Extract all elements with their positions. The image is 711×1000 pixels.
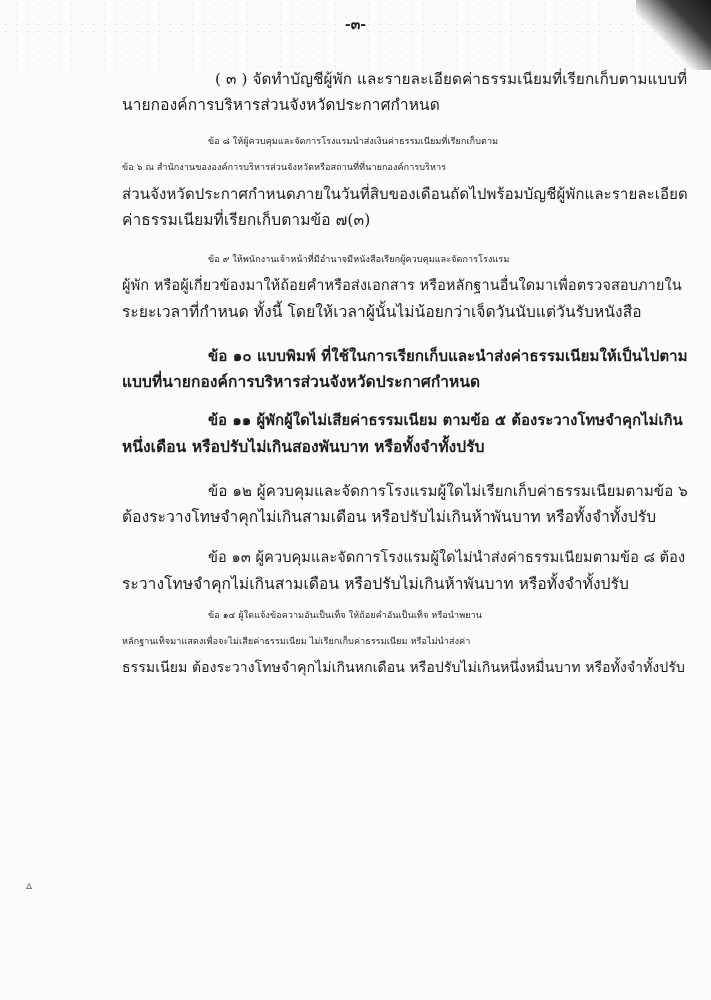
text-line: ข้อ ๘ ให้ผู้ควบคุมและจัดการโรงแรมนำส่งเงินค่าธรรมเนียมที่เรียกเก็บตาม [208,137,499,147]
scan-mark-icon: ▵ [26,878,33,892]
paragraph-clause-13 [0,545,685,597]
text-line: หลักฐานเท็จมาแสดงเพื่อจะไม่เสียค่าธรรมเนียม ไม่เรียกเก็บค่าธรรมเนียม หรือไม่นำส่งค่า [122,637,471,647]
text-line: ส่วนจังหวัดประกาศกำหนดภายในวันที่สิบของเดือนถัดไปพร้อมบัญชีผู้พักและรายละเอียด [122,185,688,203]
paragraph-clause-12 [0,478,688,530]
text-line: ต้องระวางโทษจำคุกไม่เกินสามเดือน หรือปรับไม่เกินห้าพันบาท หรือทั้งจำทั้งปรับ [122,508,657,526]
text-line: นายกองค์การบริหารส่วนจังหวัดประกาศกำหนด [122,96,440,114]
text-line: ค่าธรรมเนียมที่เรียกเก็บตามข้อ ๗(๓) [122,211,371,229]
page-number: -๓- [344,17,367,33]
paragraph-clause-11 [0,408,683,460]
text-line: ระยะเวลาที่กำหนด ทั้งนี้ โดยให้เวลาผู้นั้นไม่น้อยกว่าเจ็ดวันนับแต่วันรับหนังสือ [122,303,642,321]
text-line: ข้อ ๑๐ แบบพิมพ์ ที่ใช้ในการเรียกเก็บและนำส่งค่าธรรมเนียมให้เป็นไปตาม [208,347,688,365]
text-line: ข้อ ๑๓ ผู้ควบคุมและจัดการโรงแรมผู้ใดไม่นำส่งค่าธรรมเนียมตามข้อ ๘ ต้อง [208,550,686,566]
paragraph-clause-9 [0,247,682,325]
paragraph-clause-8 [0,129,688,233]
text-line: ข้อ ๑๒ ผู้ควบคุมและจัดการโรงแรมผู้ใดไม่เรียกเก็บค่าธรรมเนียมตามข้อ ๖ [208,482,688,500]
text-line: ระวางโทษจำคุกไม่เกินสามเดือน หรือปรับไม่เกินห้าพันบาท หรือทั้งจำทั้งปรับ [122,575,629,593]
text-line: ข้อ ๑๔ ผู้ใดแจ้งข้อความอันเป็นเท็จ ให้ถ้อยคำอันเป็นเท็จ หรือนำพยาน [208,611,483,621]
text-line: แบบที่นายกองค์การบริหารส่วนจังหวัดประกาศกำหนด [122,372,481,391]
paragraph-clause-14 [0,603,685,681]
text-line: ข้อ ๖ ณ สำนักงานขององค์การบริหารส่วนจังหวัดหรือสถานที่ที่นายกองค์การบริหาร [122,163,447,173]
text-line: ( ๓ ) จัดทำบัญชีผู้พัก และรายละเอียดค่าธรรมเนียมที่เรียกเก็บตามแบบที่ [215,70,688,88]
text-line: ข้อ ๙ ให้พนักงานเจ้าหน้าที่มีอำนาจมีหนังสือเรียกผู้ควบคุมและจัดการโรงแรม [208,255,510,265]
paragraph-item-3 [0,66,687,118]
paragraph-clause-10 [0,343,688,395]
text-line: หนึ่งเดือน หรือปรับไม่เกินสองพันบาท หรือทั้งจำทั้งปรับ [122,437,485,456]
text-line: ธรรมเนียม ต้องระวางโทษจำคุกไม่เกินหกเดือน หรือปรับไม่เกินหนึ่งหมื่นบาท หรือทั้งจำทั้งปรับ [122,660,685,676]
text-line: ข้อ ๑๑ ผู้พักผู้ใดไม่เสียค่าธรรมเนียม ตามข้อ ๕ ต้องระวางโทษจำคุกไม่เกิน [208,412,683,429]
text-line: ผู้พัก หรือผู้เกี่ยวข้องมาให้ถ้อยคำหรือส่งเอกสาร หรือหลักฐานอื่นใดมาเพื่อตรวจสอบภายใน [122,278,682,294]
